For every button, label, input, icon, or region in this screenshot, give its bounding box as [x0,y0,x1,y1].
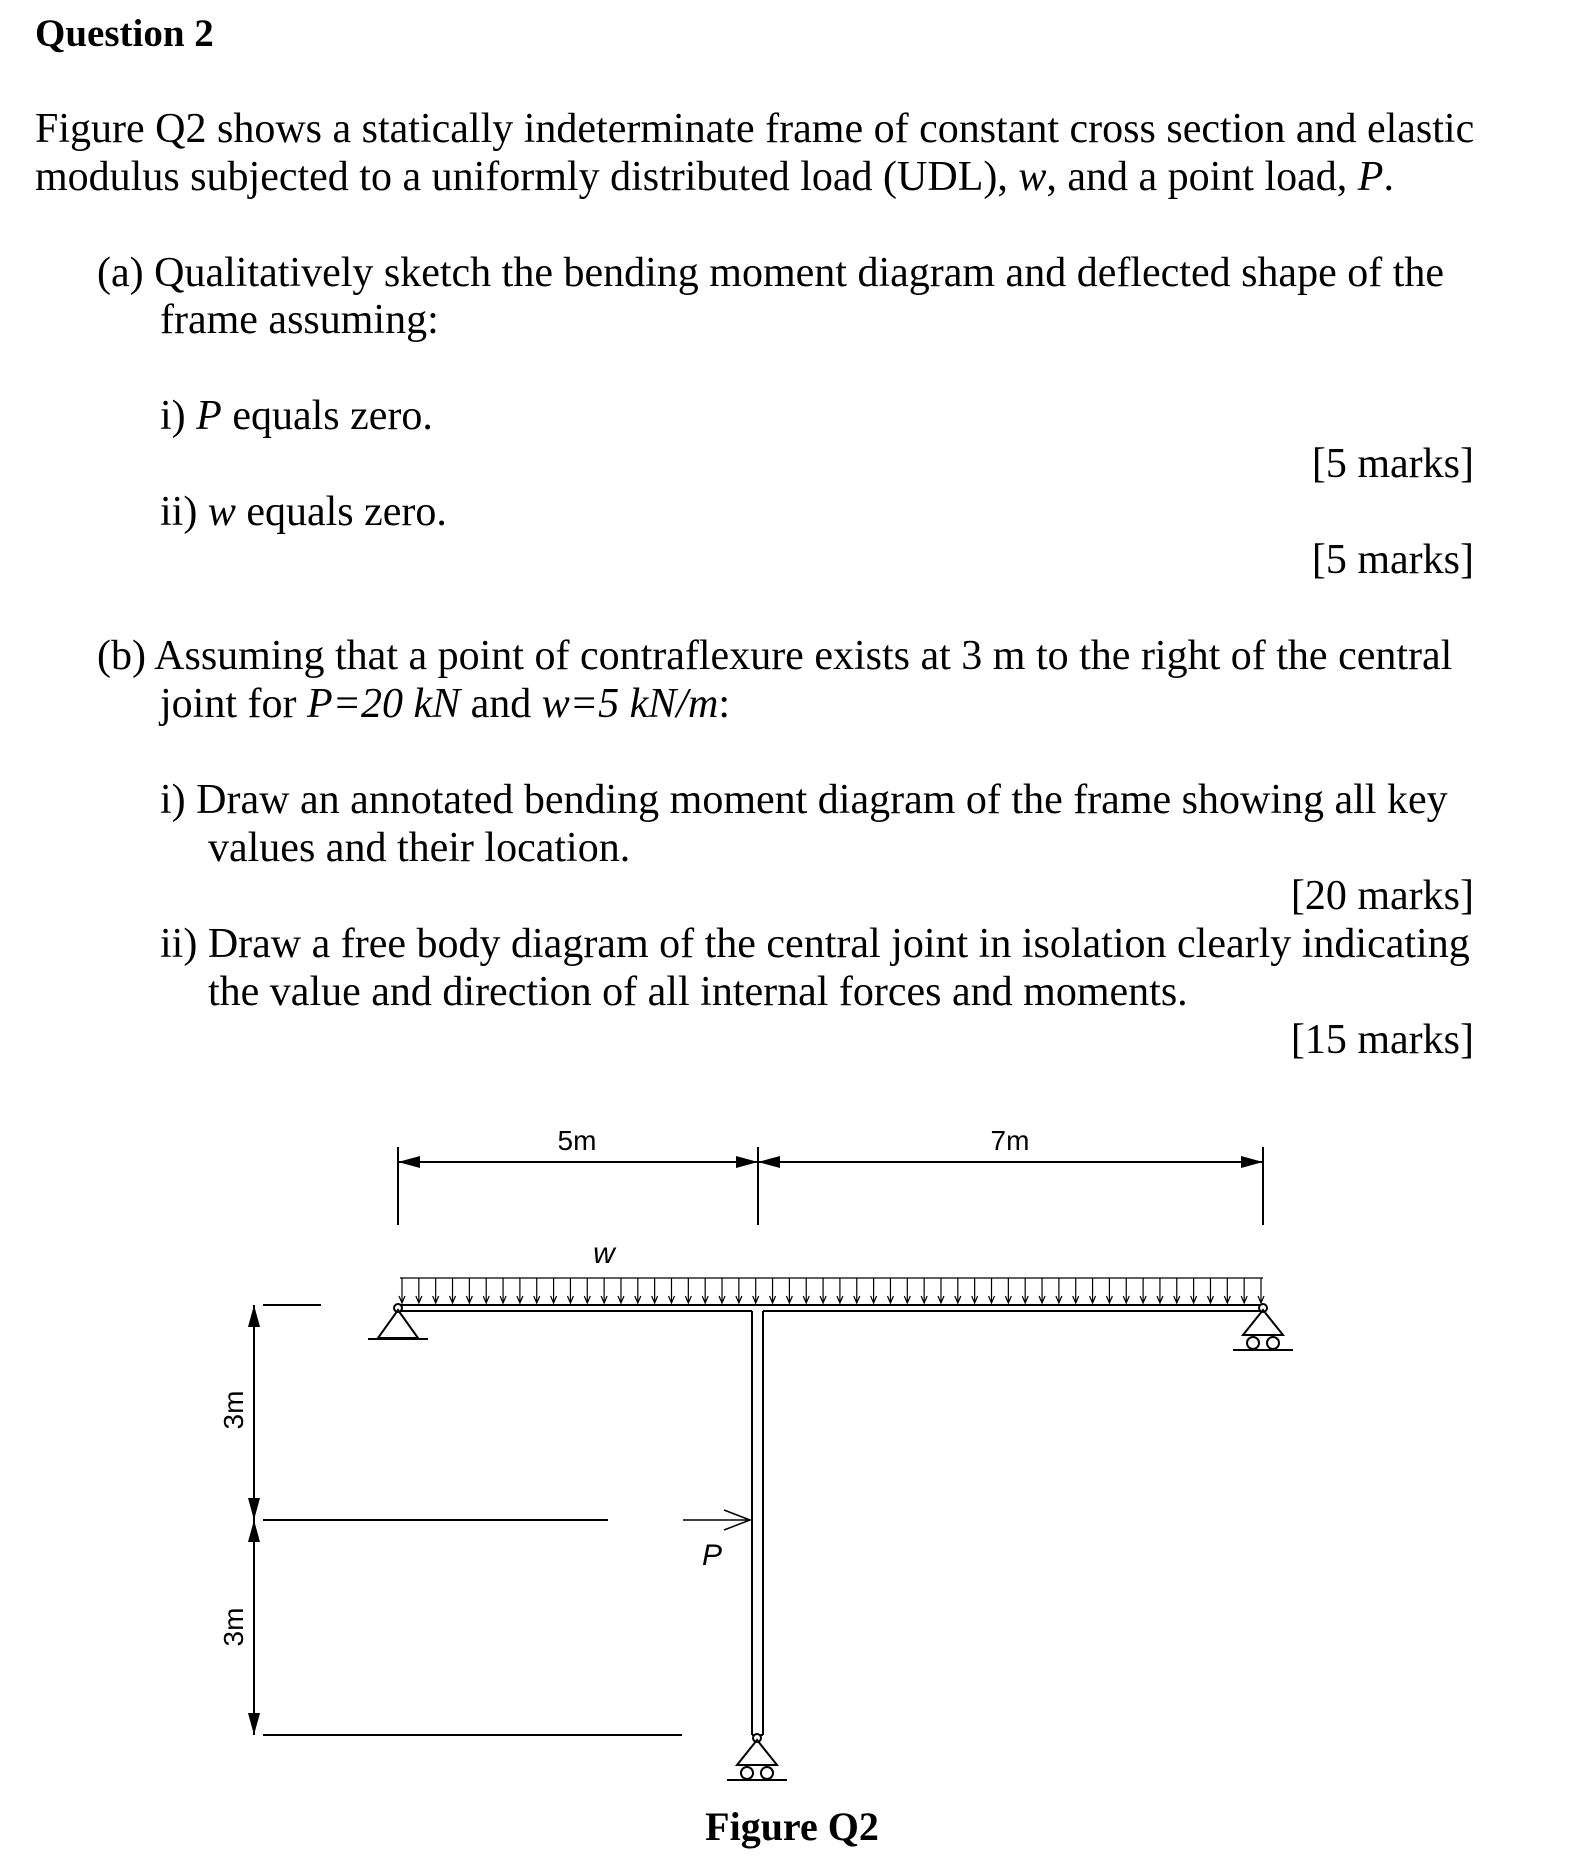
udl-arrow [483,1278,489,1303]
udl-arrow [601,1278,607,1303]
dim-arrow-right [1241,1156,1263,1168]
udl-arrow [1207,1278,1213,1303]
udl-arrow [500,1278,506,1303]
udl-label: w [593,1237,615,1270]
udl-arrow [1241,1278,1247,1303]
vdim-label-lower: 3m [218,1607,249,1647]
intro-line-1: Figure Q2 shows a statically indeterminate frame of constant cross section and elastic [35,106,1475,152]
udl-arrow [1258,1278,1264,1303]
horizontal-dimension [398,1147,1263,1225]
udl-arrow [450,1278,456,1303]
part-b-i-line-1: i) Draw an annotated bending moment diagram of the frame showing all key [160,777,1448,823]
udl-arrow [534,1278,540,1303]
udl-arrow [1056,1278,1062,1303]
part-a-line-1: (a) Qualitatively sketch the bending moment diagram and deflected shape of the [97,250,1445,296]
dim-label-7m: 7m [990,1125,1030,1156]
dim-arrow-left [398,1156,420,1168]
part-b-i-marks: [20 marks] [1290,873,1474,919]
part-b-ii-marks: [15 marks] [1290,1017,1474,1063]
udl-arrow [668,1278,674,1303]
udl-arrow [652,1278,658,1303]
udl-arrow [972,1278,978,1303]
udl-arrow [416,1278,422,1303]
udl-arrow [1224,1278,1230,1303]
udl-arrow [584,1278,590,1303]
udl-arrow [871,1278,877,1303]
vdim-arrow-mid-down [248,1520,260,1542]
udl-arrow [921,1278,927,1303]
udl-arrow [1005,1278,1011,1303]
udl-arrow [820,1278,826,1303]
part-b-ii-line-1: ii) Draw a free body diagram of the central joint in isolation clearly indicating [160,921,1470,967]
udl-arrow [433,1278,439,1303]
udl-load [399,1278,1264,1303]
udl-arrow [1039,1278,1045,1303]
udl-arrow [803,1278,809,1303]
udl-arrow [1022,1278,1028,1303]
part-a-i-marks: [5 marks] [1311,441,1474,487]
udl-arrow [399,1278,405,1303]
udl-arrow [904,1278,910,1303]
udl-arrow [685,1278,691,1303]
part-a-i: i) P equals zero. [160,393,433,439]
udl-arrow [786,1278,792,1303]
udl-arrow [837,1278,843,1303]
udl-arrow [887,1278,893,1303]
part-a-ii: ii) w equals zero. [160,489,447,535]
udl-arrow [1090,1278,1096,1303]
udl-arrow [567,1278,573,1303]
dim-label-5m: 5m [557,1125,597,1156]
question-title: Question 2 [35,12,214,55]
part-b-ii-line-2: the value and direction of all internal forces and moments. [208,969,1188,1015]
udl-arrow [955,1278,961,1303]
dim-arrow-mid-right [758,1156,780,1168]
column [752,1311,763,1735]
udl-arrow [753,1278,759,1303]
udl-arrow [989,1278,995,1303]
udl-arrow [635,1278,641,1303]
udl-arrow [854,1278,860,1303]
intro-line-2: modulus subjected to a uniformly distributed load (UDL), w, and a point load, P. [35,154,1394,200]
vdim-arrow-mid-up [248,1498,260,1520]
point-load-p [683,1510,750,1530]
udl-arrow [1106,1278,1112,1303]
beam [398,1305,1263,1311]
udl-arrow [736,1278,742,1303]
udl-arrow [551,1278,557,1303]
udl-arrow [1073,1278,1079,1303]
udl-arrow [770,1278,776,1303]
roller-support-bottom [727,1734,787,1780]
udl-arrow [938,1278,944,1303]
pin-support-left [368,1304,428,1339]
vertical-dimension [248,1305,682,1735]
vdim-arrow-top [248,1305,260,1327]
udl-arrow [618,1278,624,1303]
udl-arrow [517,1278,523,1303]
part-a-ii-marks: [5 marks] [1311,537,1474,583]
vdim-label-upper: 3m [218,1390,249,1430]
part-b-line-2: joint for P=20 kN and w=5 kN/m: [160,681,730,727]
udl-arrow [1174,1278,1180,1303]
udl-arrow [466,1278,472,1303]
udl-arrow [1157,1278,1163,1303]
udl-arrow [1140,1278,1146,1303]
udl-arrow [702,1278,708,1303]
figure-caption: Figure Q2 [705,1804,879,1849]
point-load-label: P [701,1539,723,1572]
udl-arrow [719,1278,725,1303]
vdim-arrow-bottom [248,1713,260,1735]
part-a-line-2: frame assuming: [160,297,439,343]
udl-arrow [1191,1278,1197,1303]
dim-arrow-mid-left [736,1156,758,1168]
part-b-line-1: (b) Assuming that a point of contraflexure exists at 3 m to the right of the central [97,633,1453,679]
udl-arrow [1123,1278,1129,1303]
part-b-i-line-2: values and their location. [208,825,631,871]
